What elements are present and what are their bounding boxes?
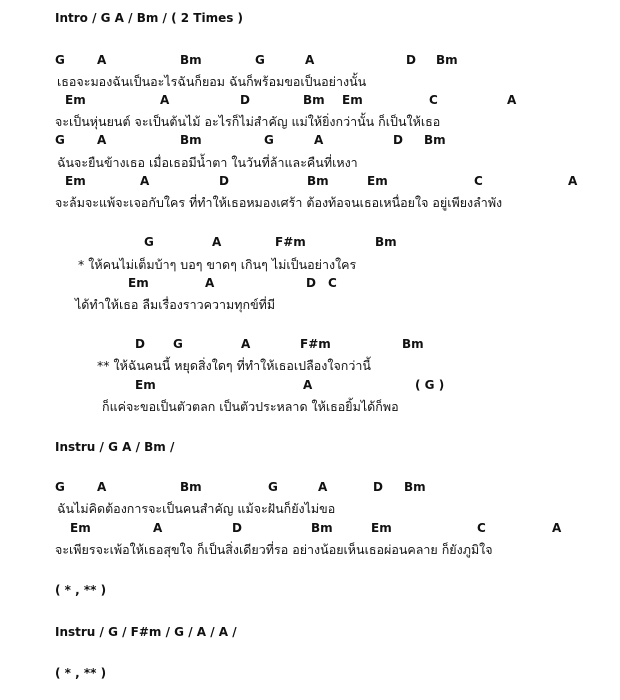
lyric-line: ฉันจะยืนข้างเธอ เมื่อเธอมีน้ำตา ในวันที่ล้าและคืนที่เหงา [57,155,358,170]
chord: Bm [404,480,426,494]
chord: C [328,276,337,290]
chord: A [241,337,251,351]
chord: D [373,480,383,494]
repeat-line: ( * , ** ) [55,666,107,680]
chord: A [303,378,313,392]
chord: Em [367,174,388,188]
chord: G [144,235,154,249]
chord-row [0,174,620,188]
chord: G [268,480,278,494]
chord: A [140,174,150,188]
chord: D [240,93,250,107]
chord: Bm [180,480,202,494]
chord: D [219,174,229,188]
chord: F#m [300,337,331,351]
chord-row [0,235,620,249]
chord: A [318,480,328,494]
chord: A [97,133,107,147]
chord: Em [135,378,156,392]
chord: C [477,521,486,535]
chord-row [0,480,620,494]
chord: Bm [303,93,325,107]
chord: G [173,337,183,351]
chord: Bm [180,53,202,67]
chord: D [393,133,403,147]
chord: Em [65,93,86,107]
lyric-line: จะเพียรจะเพ้อให้เธอสุขใจ ก็เป็นสิ่งเดียวที่รอ อย่างน้อยเห็นเธอผ่อนคลาย ก็ยังภูมิใจ [55,542,493,557]
chord: Em [70,521,91,535]
chord: Bm [180,133,202,147]
lyric-line: ได้ทำให้เธอ ลืมเรื่องราวความทุกข์ที่มี [75,297,276,312]
lyric-line: * ให้คนไม่เต็มบ้าๆ บอๆ ขาดๆ เกินๆ ไม่เป็นอย่างใคร [78,257,357,272]
lyric-line: ** ให้ฉันคนนี้ หยุดสิ่งใดๆ ที่ทำให้เธอเปลืองใจกว่านี้ [97,358,371,373]
chord: A [97,480,107,494]
chord: Em [128,276,149,290]
chord-row [0,521,620,535]
chord: A [153,521,163,535]
lyric-line: ฉันไม่คิดต้องการจะเป็นคนสำคัญ แม้จะฝันก็ยังไม่ขอ [57,501,336,516]
chord: G [55,133,65,147]
repeat-line: ( * , ** ) [55,583,107,597]
chord: C [474,174,483,188]
chord: D [306,276,316,290]
chord-row [0,93,620,107]
chord: D [135,337,145,351]
chord: C [429,93,438,107]
chord-row [0,337,620,351]
chord: G [55,480,65,494]
chord: G [55,53,65,67]
chord-row [0,133,620,147]
chord: G [255,53,265,67]
chord: A [205,276,215,290]
lyric-line: จะเป็นหุ่นยนต์ จะเป็นต้นไม้ อะไรก็ไม่สำคัญ แม่ให้ยิ่งกว่านั้น ก็เป็นให้เธอ [55,114,441,129]
lyric-line: เธอจะมองฉันเป็นอะไรฉันก็ยอม ฉันก็พร้อมขอเป็นอย่างนั้น [57,74,367,89]
chord: A [97,53,107,67]
chord: A [212,235,222,249]
lyric-line: จะล้มจะแพ้จะเจอกับใคร ที่ทำให้เธอหมองเศร้า ต้องท้อจนเธอเหนื่อยใจ อยู่เพียงลำพัง [55,195,503,210]
chord: G [264,133,274,147]
chord: Bm [307,174,329,188]
chord: Bm [436,53,458,67]
chord-row [0,276,620,290]
chord: Em [371,521,392,535]
chord: A [568,174,578,188]
chord: Bm [375,235,397,249]
chord: A [552,521,562,535]
chord: Em [342,93,363,107]
chord: A [160,93,170,107]
chord: Bm [424,133,446,147]
chord: ( G ) [415,378,445,392]
chord: Bm [311,521,333,535]
instru-line: Instru / G / F#m / G / A / A / [55,625,237,639]
chord: A [305,53,315,67]
chord-row [0,53,620,67]
chord-row [0,378,620,392]
lyric-line: ก็แค่จะขอเป็นตัวตลก เป็นตัวประหลาด ให้เธอยิ้มได้ก็พอ [102,399,399,414]
chord: A [507,93,517,107]
chord: D [406,53,416,67]
instru-line: Instru / G A / Bm / [55,440,175,454]
chord: F#m [275,235,306,249]
intro-line: Intro / G A / Bm / ( 2 Times ) [55,11,244,25]
chord: D [232,521,242,535]
chord: Bm [402,337,424,351]
chord: A [314,133,324,147]
chord: Em [65,174,86,188]
